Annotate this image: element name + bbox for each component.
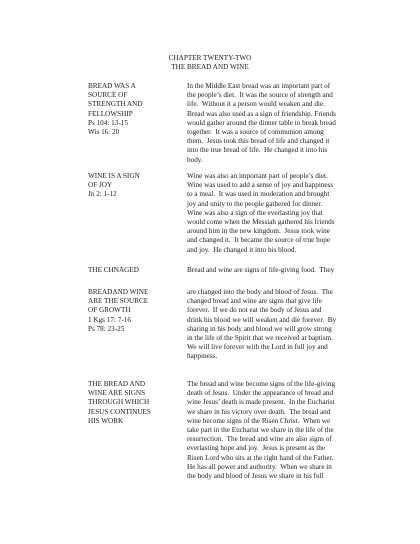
section-body-line: body.	[187, 155, 203, 164]
section-body	[187, 380, 335, 481]
section-body-line: would come when the Messiah gathered his friends	[187, 218, 335, 227]
section-body-line: forever. If we do not eat the body of Jesus and	[187, 306, 322, 315]
section-body-line: drink his blood we will weaken and die forever. By	[187, 315, 337, 324]
section-body-line: Wine was also a sign of the everlasting joy that	[187, 208, 323, 217]
section-body-line: wine become signs of the Risen Christ. When we	[187, 416, 331, 425]
section-body-line: and joy. He changed it into his blood.	[187, 245, 297, 254]
section-body-line: In the Middle East bread was an important part of	[187, 82, 331, 90]
chapter-subtitle: THE BREAD AND WINE	[171, 63, 249, 72]
section-body-line: we share in his victory over death. The bread and	[187, 407, 331, 416]
section-heading	[88, 266, 168, 275]
section-heading-line: OF GROWTH	[88, 306, 131, 315]
section-heading-line: THROUGH WHICH	[88, 398, 150, 407]
section-heading-line: BREAD WAS A	[88, 82, 136, 90]
section-heading-line: STRENGTH AND	[88, 100, 143, 109]
section-body-line: together. It was a source of communion among	[187, 128, 324, 137]
section-body-line: would gather around the dinner table to break bread	[187, 118, 336, 127]
section-heading	[88, 380, 168, 426]
section-body	[187, 82, 335, 165]
section-body-line: them. Jesus took this bread of life and changed it	[187, 137, 330, 146]
section-heading-line: OF JOY	[88, 181, 113, 190]
section-body-line: and changed it. It became the source of true hope	[187, 236, 331, 245]
section-body-line: Wine was used to add a sense of joy and happiness	[187, 181, 334, 190]
section-body-line: take part in the Eucharist we share in the life of the	[187, 426, 334, 435]
section-body	[187, 288, 335, 362]
section-body-line: around him in the new kingdom. Jesus took wine	[187, 227, 330, 236]
section-body-line: resurrection. The bread and wine are also signs of	[187, 435, 332, 444]
section-body	[187, 266, 335, 275]
section-body-line: Wine was also an important part of people’s diet.	[187, 172, 328, 180]
section-body-line: joy and unity to the people gathered for dinner.	[187, 199, 323, 208]
section-heading	[88, 288, 168, 334]
section-body-line: the body and blood of Jesus we share in his full	[187, 472, 324, 481]
section-heading-line: THE BREAD AND	[88, 380, 146, 388]
section-body-line: to a meal. It was used in moderation and brought	[187, 190, 330, 199]
section-heading-line: Ps 104: 13-15	[88, 118, 128, 127]
section-body-line: wine Jesus’ death is made present. In the Eucharist	[187, 398, 335, 407]
section-heading-line: FELLOWSHIP	[88, 109, 133, 118]
section-body-line: happiness.	[187, 352, 218, 361]
section-body-line: death of Jesus. Under the appearance of bread and	[187, 389, 334, 398]
section-body-line: changed bread and wine are signs that give life	[187, 297, 322, 306]
section-body-line: Risen Lord who sits at the right hand of the Father.	[187, 453, 334, 462]
chapter-header	[0, 54, 420, 72]
section-heading-line: BREADAND WINE	[88, 288, 149, 296]
section-heading-line: WINE IS A SIGN	[88, 172, 140, 180]
section-heading	[88, 172, 168, 200]
section-body-line: We will live forever with the Lord in full joy and	[187, 343, 328, 352]
section-body-line: everlasting hope and joy. Jesus is present as the	[187, 444, 326, 453]
section-heading-line: 1 Kgs 17: 7-16	[88, 315, 131, 324]
section-heading-line: Jn 2: 1-12	[88, 190, 117, 199]
section-body-line: are changed into the body and blood of Jesus. The	[187, 288, 333, 296]
section-heading	[88, 82, 168, 137]
section-heading-line: HIS WORK	[88, 416, 124, 425]
section-body	[187, 172, 335, 255]
section-heading-line: ARE THE SOURCE	[88, 297, 149, 306]
section-body-line: life. Without it a person would weaken and die.	[187, 100, 325, 109]
section-body-line: sharing in his body and blood we will grow strong	[187, 324, 332, 333]
section-heading-line: WINE ARE SIGNS	[88, 389, 146, 398]
section-body-line: The bread and wine become signs of the life-giving	[187, 380, 336, 388]
section-body-line: He has all power and authority. When we share in	[187, 462, 332, 471]
section-body-line: into the true bread of life. He changed it into his	[187, 146, 328, 155]
section-heading-line: JESUS CONTINUES	[88, 407, 151, 416]
section-heading-line: THE CHNAGED	[88, 266, 139, 274]
chapter-title: CHAPTER TWENTY-TWO	[168, 54, 252, 62]
section-heading-line: SOURCE OF	[88, 91, 128, 100]
section-heading-line: Wis 16: 20	[88, 128, 120, 137]
section-heading-line: Ps 78: 23-25	[88, 324, 125, 333]
section-body-line: the people’s diet. It was the source of strength and	[187, 91, 333, 100]
section-body-line: Bread was also used as a sign of friendship. Friends	[187, 109, 336, 118]
section-body-line: in the life of the Spirit that we received at baptism.	[187, 334, 333, 343]
section-body-line: Bread and wine are signs of life-giving food. They	[187, 266, 335, 274]
